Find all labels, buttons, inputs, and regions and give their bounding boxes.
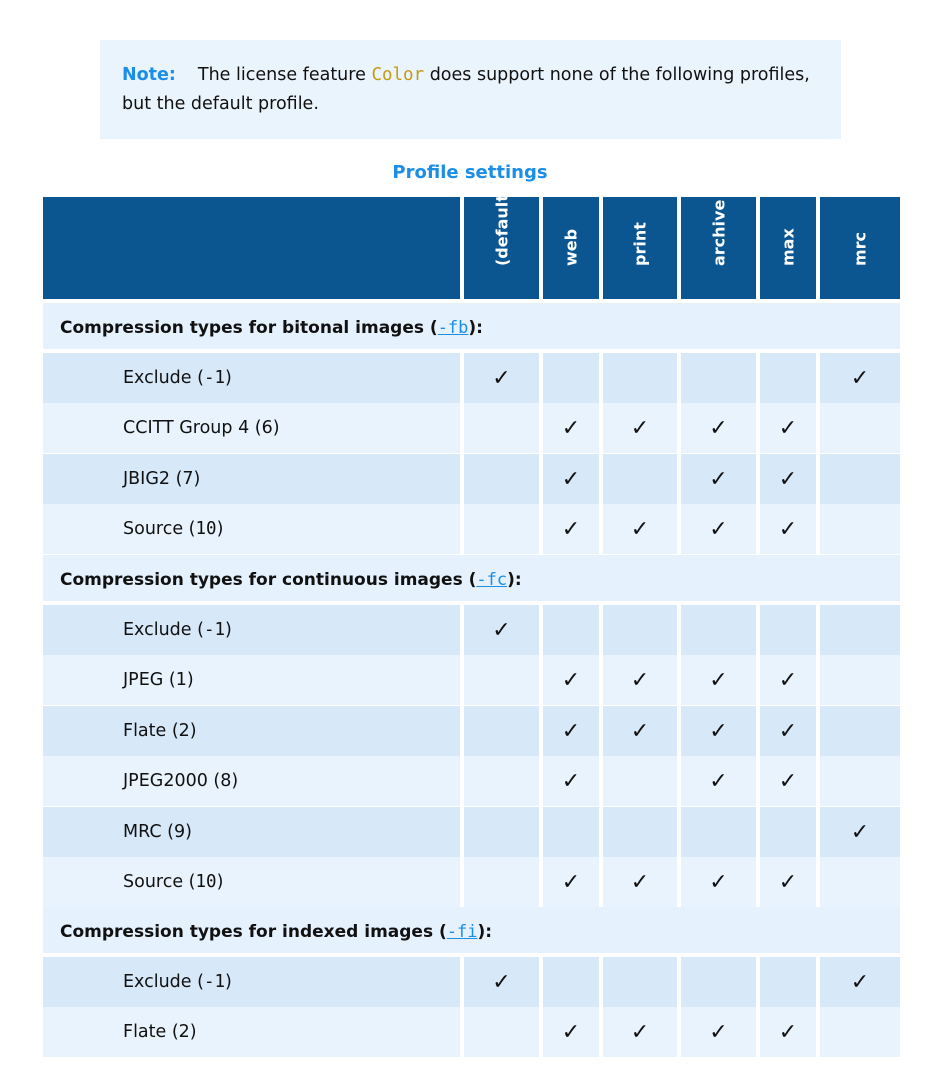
row-label-code: 10: [195, 519, 217, 539]
header-blank-cell: [43, 197, 460, 299]
row-label-suffix: ): [216, 872, 224, 892]
checkmark-icon: ✓: [709, 869, 728, 895]
table-cell: [681, 353, 756, 403]
header-cell: [464, 186, 539, 299]
checkmark-icon: ✓: [778, 415, 798, 441]
table-cell: [820, 957, 900, 1007]
checkmark-icon: ✓: [492, 969, 511, 995]
row-label-text: Exclude (: [123, 972, 204, 992]
section-title: [60, 303, 483, 353]
checkmark-icon: ✓: [778, 516, 798, 542]
table-cell: [464, 857, 539, 907]
checkmark-icon: ✓: [561, 869, 581, 895]
note-label: Note:: [122, 65, 176, 85]
table-cell: [464, 957, 539, 1007]
table-cell: [603, 807, 677, 857]
note-code: Color: [371, 65, 425, 85]
checkmark-icon: ✓: [709, 1019, 728, 1045]
row-label: [123, 957, 232, 1007]
table-row-label-cell: [43, 504, 460, 554]
table-cell: [760, 857, 816, 907]
checkmark-icon: ✓: [850, 969, 870, 995]
table-cell: [543, 857, 599, 907]
row-label: [123, 1007, 197, 1057]
table-cell: [760, 353, 816, 403]
table-cell: [464, 706, 539, 756]
section-option-link[interactable]: -fb: [437, 318, 469, 338]
table-cell: [603, 957, 677, 1007]
row-label-suffix: ): [225, 368, 232, 388]
table-row-label-cell: [43, 454, 460, 504]
table-cell: [543, 706, 599, 756]
table-cell: [603, 403, 677, 453]
header-cell: [681, 197, 756, 299]
checkmark-icon: ✓: [850, 819, 870, 845]
header-cell: [760, 197, 816, 299]
table-cell: [464, 605, 539, 655]
row-label: [123, 353, 232, 403]
table-row-label-cell: [43, 605, 460, 655]
row-label-code: -1: [203, 972, 226, 992]
table-cell: [820, 504, 900, 554]
checkmark-icon: ✓: [778, 466, 798, 492]
row-label-text: JBIG2 (7): [123, 469, 201, 489]
license-note: [100, 40, 841, 139]
column-header-6: mrc: [850, 231, 870, 266]
row-label-text: MRC (9): [123, 822, 192, 842]
table-cell: [543, 403, 599, 453]
checkmark-icon: ✓: [561, 415, 581, 441]
table-cell: [543, 655, 599, 705]
row-label-suffix: ): [225, 620, 232, 640]
checkmark-icon: ✓: [709, 718, 728, 744]
table-cell: [760, 454, 816, 504]
section-title-text: Compression types for bitonal images (: [60, 318, 438, 338]
table-cell: [543, 957, 599, 1007]
table-cell: [603, 756, 677, 806]
table-row-label-cell: [43, 957, 460, 1007]
table-cell: [681, 655, 756, 705]
table-cell: [681, 403, 756, 453]
table-cell: [603, 504, 677, 554]
table-cell: [820, 857, 900, 907]
table-row-label-cell: [43, 756, 460, 806]
table-cell: [543, 504, 599, 554]
checkmark-icon: ✓: [778, 1019, 798, 1045]
checkmark-icon: ✓: [630, 869, 650, 895]
table-cell: [464, 807, 539, 857]
checkmark-icon: ✓: [630, 415, 650, 441]
note-text-after: does support none of the following profiles, but the default profile.: [122, 65, 810, 114]
checkmark-icon: ✓: [630, 1019, 650, 1045]
table-cell: [760, 957, 816, 1007]
section-header: [43, 555, 900, 601]
table-cell: [820, 655, 900, 705]
row-label-text: JPEG2000 (8): [123, 771, 239, 791]
table-row-label-cell: [43, 403, 460, 453]
section-option-link[interactable]: -fi: [446, 922, 478, 942]
section-title-text: Compression types for indexed images (: [60, 922, 447, 942]
table-cell: [760, 807, 816, 857]
column-header-4: archive: [709, 199, 728, 266]
checkmark-icon: ✓: [561, 768, 581, 794]
table-cell: [681, 605, 756, 655]
table-cell: [603, 655, 677, 705]
table-cell: [464, 353, 539, 403]
checkmark-icon: ✓: [709, 667, 728, 693]
table-cell: [820, 403, 900, 453]
table-cell: [681, 504, 756, 554]
checkmark-icon: ✓: [709, 415, 728, 441]
row-label-text: Source (: [123, 519, 196, 539]
header-cell: [543, 197, 599, 299]
row-label-text: JPEG (1): [123, 670, 194, 690]
column-header-3: print: [630, 222, 650, 266]
table-cell: [681, 807, 756, 857]
row-label-text: Exclude (: [123, 620, 204, 640]
column-header-2: web: [561, 228, 581, 266]
column-header-5: max: [778, 228, 798, 266]
section-header: [43, 907, 900, 953]
header-cell: [603, 197, 677, 299]
table-cell: [760, 655, 816, 705]
table-cell: [543, 756, 599, 806]
row-label: [123, 504, 223, 554]
checkmark-icon: ✓: [561, 516, 581, 542]
table-cell: [760, 504, 816, 554]
checkmark-icon: ✓: [492, 617, 511, 643]
checkmark-icon: ✓: [561, 1019, 581, 1045]
row-label: [123, 807, 192, 857]
table-cell: [464, 1007, 539, 1057]
row-label-text: Exclude (: [123, 368, 204, 388]
section-title-text: Compression types for continuous images (: [60, 570, 477, 590]
checkmark-icon: ✓: [709, 768, 728, 794]
checkmark-icon: ✓: [709, 466, 728, 492]
table-cell: [464, 756, 539, 806]
table-cell: [820, 807, 900, 857]
row-label-text: Flate (2): [123, 721, 197, 741]
row-label-text: CCITT Group 4 (6): [123, 418, 280, 438]
checkmark-icon: ✓: [850, 365, 870, 391]
section-title: [60, 907, 492, 957]
checkmark-icon: ✓: [778, 768, 798, 794]
row-label: [123, 403, 280, 453]
checkmark-icon: ✓: [630, 667, 650, 693]
row-label-text: Flate (2): [123, 1022, 197, 1042]
table-cell: [760, 706, 816, 756]
checkmark-icon: ✓: [561, 466, 581, 492]
table-cell: [464, 403, 539, 453]
table-cell: [681, 957, 756, 1007]
row-label: [123, 857, 223, 907]
table-row-label-cell: [43, 857, 460, 907]
table-cell: [603, 706, 677, 756]
table-cell: [603, 353, 677, 403]
checkmark-icon: ✓: [561, 667, 581, 693]
table-row-label-cell: [43, 1007, 460, 1057]
section-title-suffix: ):: [507, 570, 522, 590]
checkmark-icon: ✓: [778, 667, 798, 693]
table-cell: [464, 655, 539, 705]
table-caption: Profile settings: [392, 162, 548, 183]
section-title-suffix: ):: [468, 318, 483, 338]
checkmark-icon: ✓: [778, 869, 798, 895]
table-cell: [681, 857, 756, 907]
section-title: [60, 555, 522, 605]
row-label-code: 10: [195, 872, 217, 892]
row-label: [123, 605, 232, 655]
row-label: [123, 706, 197, 756]
table-cell: [464, 504, 539, 554]
table-cell: [820, 454, 900, 504]
row-label: [123, 454, 200, 504]
table-cell: [820, 756, 900, 806]
table-cell: [820, 1007, 900, 1057]
table-cell: [820, 353, 900, 403]
table-cell: [543, 807, 599, 857]
table-cell: [820, 706, 900, 756]
row-label-suffix: ): [216, 519, 224, 539]
table-row-label-cell: [43, 706, 460, 756]
table-cell: [543, 353, 599, 403]
table-cell: [820, 605, 900, 655]
table-cell: [681, 454, 756, 504]
checkmark-icon: ✓: [492, 365, 511, 391]
table-cell: [681, 1007, 756, 1057]
table-row-label-cell: [43, 655, 460, 705]
header-cell: [820, 197, 900, 299]
table-cell: [543, 454, 599, 504]
table-cell: [760, 403, 816, 453]
checkmark-icon: ✓: [778, 718, 798, 744]
checkmark-icon: ✓: [709, 516, 728, 542]
checkmark-icon: ✓: [630, 718, 650, 744]
table-cell: [760, 605, 816, 655]
row-label-suffix: ): [225, 972, 232, 992]
row-label-code: -1: [203, 368, 226, 388]
table-cell: [760, 756, 816, 806]
table-cell: [681, 706, 756, 756]
row-label: [123, 655, 194, 705]
table-cell: [603, 1007, 677, 1057]
section-header: [43, 303, 900, 349]
table-cell: [543, 605, 599, 655]
table-cell: [464, 454, 539, 504]
table-cell: [603, 454, 677, 504]
column-header-1: (default): [492, 186, 511, 266]
section-title-suffix: ):: [477, 922, 493, 942]
table-row-label-cell: [43, 807, 460, 857]
table-cell: [681, 756, 756, 806]
row-label-code: -1: [203, 620, 226, 640]
row-label-text: Source (: [123, 872, 196, 892]
table-cell: [760, 1007, 816, 1057]
row-label: [123, 756, 238, 806]
table-row-label-cell: [43, 353, 460, 403]
section-option-link[interactable]: -fc: [476, 570, 508, 590]
note-text-before: The license feature: [197, 65, 366, 85]
checkmark-icon: ✓: [630, 516, 650, 542]
table-cell: [603, 857, 677, 907]
table-cell: [543, 1007, 599, 1057]
table-cell: [603, 605, 677, 655]
checkmark-icon: ✓: [561, 718, 581, 744]
